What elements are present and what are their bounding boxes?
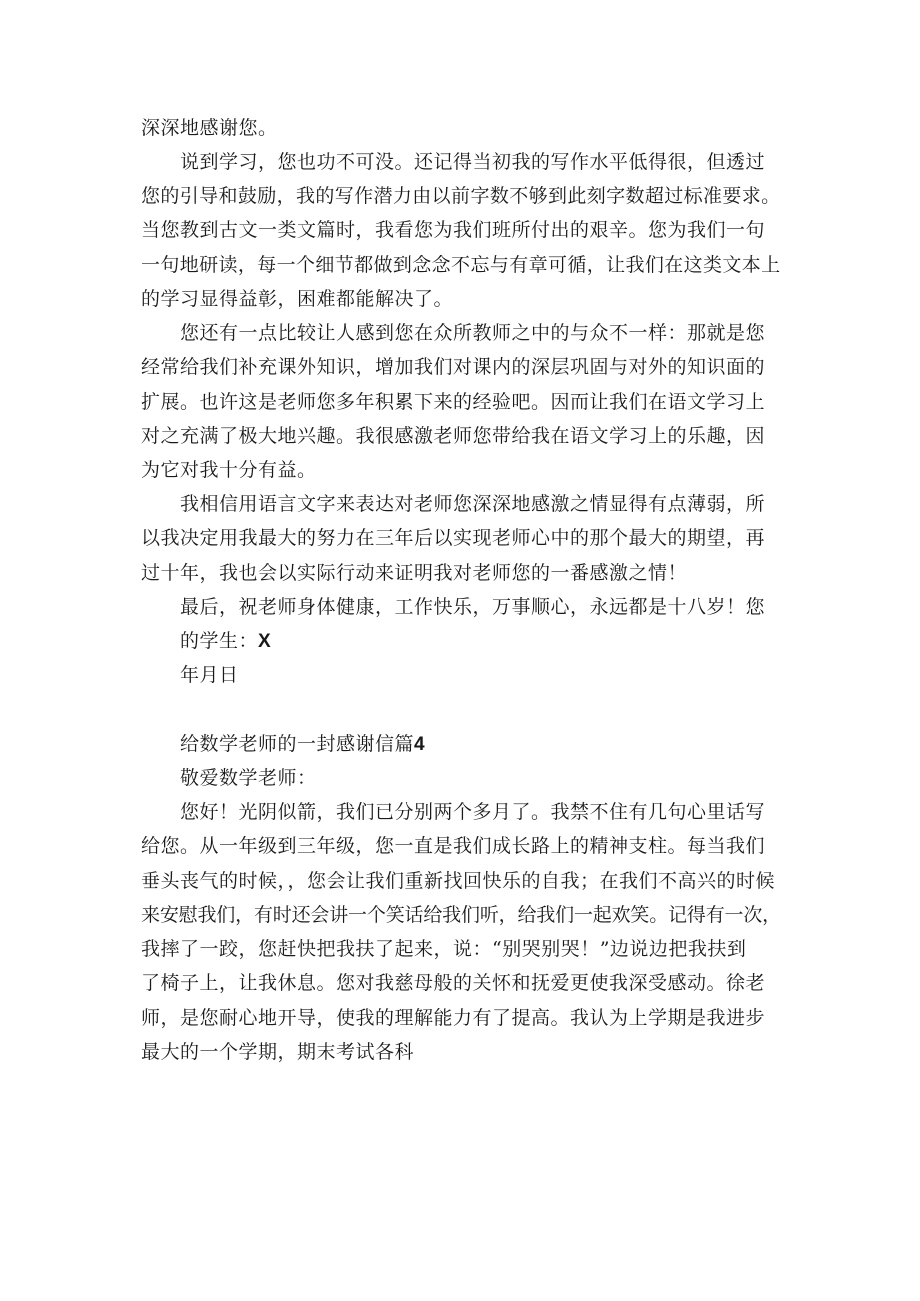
closing-line: 最后，祝老师身体健康，工作快乐，万事顺心，永远都是十八岁！您 [180, 596, 766, 618]
paragraph-line: 以我决定用我最大的努力在三年后以实现老师心中的那个最大的期望，再 [141, 527, 766, 549]
section-heading-text: 给数学老师的一封感谢信篇 [180, 733, 415, 755]
paragraph-line: 您好！光阴似箭，我们已分别两个多月了。我禁不住有几句心里话写 [180, 801, 766, 823]
signature-label: 的学生： [180, 630, 259, 652]
paragraph-line: 一句地研读，每一个细节都做到念念不忘与有章可循，让我们在这类文本上 [141, 254, 781, 276]
date-line: 年月日 [180, 664, 239, 686]
paragraph-line: 对之充满了极大地兴趣。我很感激老师您带给我在语文学习上的乐趣，因 [141, 425, 766, 447]
paragraph-line: 当您教到古文一类文篇时，我看您为我们班所付出的艰辛。您为我们一句 [141, 219, 766, 241]
paragraph-line: 过十年，我也会以实际行动来证明我对老师您的一番感激之情！ [141, 562, 688, 584]
paragraph-line: 来安慰我们，有时还会讲一个笑话给我们听，给我们一起欢笑。记得有一次， [141, 904, 782, 926]
section-number: 4 [414, 734, 426, 755]
paragraph-line: 师，是您耐心地开导，使我的理解能力有了提高。我认为上学期是我进步 [141, 1007, 766, 1029]
paragraph-line: 经常给我们补充课外知识，增加我们对课内的深层巩固与对外的知识面的 [141, 356, 766, 378]
paragraph-line: 的学习显得益彰，困难都能解决了。 [141, 288, 454, 310]
paragraph-line: 您还有一点比较让人感到您在众所教师之中的与众不一样：那就是您 [180, 322, 766, 344]
paragraph-line: 我相信用语言文字来表达对老师您深深地感激之情显得有点薄弱，所 [180, 493, 766, 515]
paragraph-line: 扩展。也许这是老师您多年积累下来的经验吧。因而让我们在语文学习上 [141, 391, 766, 413]
section-heading [180, 728, 425, 761]
signature-name: X [258, 631, 272, 652]
paragraph-line: 说到学习，您也功不可没。还记得当初我的写作水平低得很，但透过 [180, 151, 766, 173]
paragraph-line: 最大的一个学期，期末考试各科 [141, 1041, 415, 1063]
paragraph-line: 您的引导和鼓励，我的写作潜力由以前字数不够到此刻字数超过标准要求。 [141, 185, 781, 207]
paragraph-line: 我摔了一跤，您赶快把我扶了起来，说：“别哭别哭！”边说边把我扶到 [141, 938, 747, 960]
signature-line [180, 625, 271, 658]
paragraph-line: 给您。从一年级到三年级，您一直是我们成长路上的精神支柱。每当我们 [141, 835, 766, 857]
paragraph-line: 了椅子上，让我休息。您对我慈母般的关怀和抚爱更使我深受感动。徐老 [141, 972, 766, 994]
salutation-line: 敬爱数学老师： [180, 767, 317, 789]
paragraph-line: 为它对我十分有益。 [141, 459, 317, 481]
paragraph-line: 深深地感谢您。 [141, 117, 278, 139]
paragraph-line: 垂头丧气的时候，，您会让我们重新找回快乐的自我；在我们不高兴的时候 [141, 870, 776, 892]
